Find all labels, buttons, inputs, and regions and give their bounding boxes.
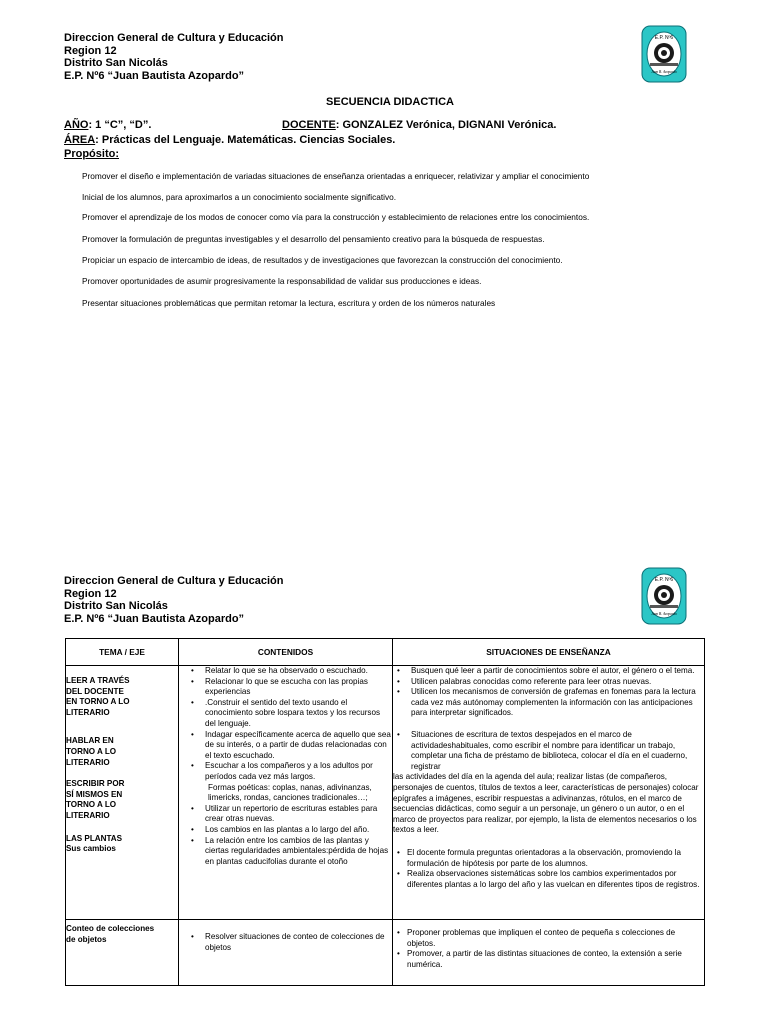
purpose-paragraph: Inicial de los alumnos, para aproximarlos a un conocimiento socialmente significativo.	[82, 192, 397, 202]
header-line-2: Region 12	[64, 44, 117, 57]
list-item: • La relación entre los cambios de las plantas y ciertas regularidades ambientales:pérdida de hojas en plantas caducifolias durante el otoño	[205, 836, 392, 868]
tema-eje-cell	[66, 666, 179, 920]
school-header	[64, 32, 283, 82]
purpose-paragraph: Promover el aprendizaje de los modos de conocer como vía para la construcción y establecimiento de relaciones entre los conocimientos.	[82, 212, 590, 222]
contenidos-cell	[179, 920, 393, 986]
list-item: • Realiza observaciones sistemáticas sobre los cambios experimentados por diferentes plantas a lo largo del año y las vuelcan en diferentes tipos de registros.	[407, 869, 704, 890]
header-line-4: E.P. Nº6 “Juan Bautista Azopardo”	[64, 612, 245, 625]
table-header-row	[66, 639, 705, 666]
didactic-sequence-table	[65, 638, 705, 986]
header-line-3: Distrito San Nicolás	[64, 57, 168, 69]
eje-line: de objetos	[66, 934, 107, 944]
tema-eje-cell	[66, 920, 179, 986]
school-logo	[641, 25, 687, 83]
table-row	[66, 666, 705, 920]
list-item: • Los cambios en las plantas a lo largo del año.	[205, 825, 392, 836]
eje-line: EN TORNO A LO	[66, 697, 130, 707]
header-line-3: Distrito San Nicolás	[64, 600, 168, 612]
page-title: SECUENCIA DIDACTICA	[326, 96, 454, 108]
eje-line: LAS PLANTAS	[66, 833, 123, 843]
header-tema-eje: TEMA / EJE	[66, 639, 179, 666]
eje-line: SÍ MISMOS EN	[66, 789, 123, 799]
list-item: • Proponer problemas que impliquen el conteo de pequeña s colecciones de objetos.	[407, 928, 704, 949]
header-situaciones: SITUACIONES DE ENSEÑANZA	[393, 639, 705, 666]
eje-line: LITERARIO	[66, 707, 110, 717]
purpose-paragraph: Promover oportunidades de asumir progresivamente la responsabilidad de validar sus producciones e ideas.	[82, 276, 482, 286]
header-line-2: Region 12	[64, 587, 117, 600]
svg-text:E.P. Nº6: E.P. Nº6	[654, 577, 674, 583]
docente-value: : GONZALEZ Verónica, DIGNANI Verónica.	[335, 119, 557, 131]
list-item: • .Construir el sentido del texto usando el conocimiento sobre lospara textos y los recursos del lenguaje.	[205, 698, 392, 730]
poetic-forms-text: Formas poéticas: coplas, nanas, adivinanzas, limericks, rondas, canciones tradicionales…;	[208, 782, 372, 803]
table-row	[66, 920, 705, 986]
anio-value: : 1 “C”, “D”.	[88, 119, 152, 131]
eje-line: LITERARIO	[66, 757, 110, 767]
contenidos-cell	[179, 666, 393, 920]
list-item: • Situaciones de escritura de textos despejados en el marco de actividadeshabituales, como escribir el nombre para identificar un trabajo, completar una ficha de préstamo de biblioteca, colocar el día en el cuaderno, registrar	[411, 730, 704, 772]
purpose-paragraph: Propiciar un espacio de intercambio de ideas, de resultados y de investigaciones que favorezcan la construcción del conocimiento.	[82, 255, 563, 265]
list-item: • Busquen qué leer a partir de conocimientos sobre el autor, el género o el tema.	[411, 666, 704, 677]
svg-text:Juan B. Azopardo: Juan B. Azopardo	[651, 70, 677, 74]
list-item: • Utilicen los mecanismos de conversión de grafemas en fonemas para la lectura cada vez más autónomay complementen la información con las anticipaciones para interpretar significados.	[411, 687, 704, 719]
area-value: : Prácticas del Lenguaje. Matemáticas. Ciencias Sociales.	[95, 134, 396, 146]
eje-line: Conteo de colecciones	[66, 924, 155, 933]
proposito-label: Propósito:	[64, 148, 119, 160]
anio-label: AÑO	[64, 119, 89, 131]
docente-label: DOCENTE	[282, 119, 336, 131]
list-item: • Utilizar un repertorio de escrituras estables para crear otras nuevas.	[205, 804, 392, 825]
eje-line: HABLAR EN	[66, 736, 114, 746]
area-line	[64, 134, 395, 146]
purpose-paragraph: Presentar situaciones problemáticas que permitan retomar la lectura, escritura y orden de los números naturales	[82, 298, 496, 308]
list-item: • Relatar lo que se ha observado o escuchado.	[205, 666, 392, 677]
school-logo	[641, 567, 687, 625]
eje-line: TORNO A LO	[66, 746, 117, 756]
writing-situations-text: las actividades del día en la agenda del aula; realizar listas (de compañeros, personajes de cuentos, títulos de textos a leer, características de personajes) colocar epígrafes a imágenes, escribir respuestas a adivinanzas, rótulos, en el marco de secuencias didácticas, como seguir a un personaje, un género o un autor, o en el marco de proyectos para realizar, por ejemplo, la lista de elementos necesarios o los textos a leer.	[393, 772, 699, 835]
situaciones-cell	[393, 920, 705, 986]
eje-line: TORNO A LO	[66, 800, 117, 810]
svg-text:Juan B. Azopardo: Juan B. Azopardo	[651, 612, 677, 616]
school-header-page-2	[64, 575, 283, 625]
list-item: • Escuchar a los compañeros y a los adultos por períodos cada vez más largos.	[205, 761, 392, 782]
svg-text:E.P. Nº6: E.P. Nº6	[654, 35, 674, 41]
area-label: ÁREA	[64, 134, 96, 146]
purpose-paragraph: Promover el diseño e implementación de variadas situaciones de enseñanza orientadas a enriquecer, relativizar y ampliar el conocimiento	[82, 171, 590, 181]
list-item: • Indagar específicamente acerca de aquello que sea de su interés, o a partir de dudas relacionadas con el texto escuchado.	[205, 730, 392, 762]
eje-line: LITERARIO	[66, 810, 110, 820]
header-line-1: Direccion General de Cultura y Educación	[64, 575, 284, 587]
situaciones-cell	[393, 666, 705, 920]
header-line-1: Direccion General de Cultura y Educación	[64, 32, 284, 44]
eje-line: Sus cambios	[66, 844, 116, 854]
eje-line: DEL DOCENTE	[66, 686, 124, 696]
list-item: • Utilicen palabras conocidas como referente para leer otras nuevas.	[411, 677, 704, 688]
purpose-paragraph: Promover la formulación de preguntas investigables y el desarrollo del pensamiento creativo para la búsqueda de respuestas.	[82, 234, 545, 244]
eje-line: ESCRIBIR POR	[66, 779, 125, 789]
list-item: • Promover, a partir de las distintas situaciones de conteo, la extensión a serie numérica.	[407, 949, 704, 970]
eje-line: LEER A TRAVÉS	[66, 676, 130, 685]
header-line-4: E.P. Nº6 “Juan Bautista Azopardo”	[64, 69, 245, 82]
list-item: • El docente formula preguntas orientadoras a la observación, promoviendo la formulación de hipótesis por parte de los alumnos.	[407, 848, 704, 869]
year-teacher-line	[64, 119, 557, 131]
list-item: • Relacionar lo que se escucha con las propias experiencias	[205, 677, 392, 698]
list-item: • Resolver situaciones de conteo de colecciones de objetos	[205, 932, 392, 953]
header-contenidos: CONTENIDOS	[179, 639, 393, 666]
